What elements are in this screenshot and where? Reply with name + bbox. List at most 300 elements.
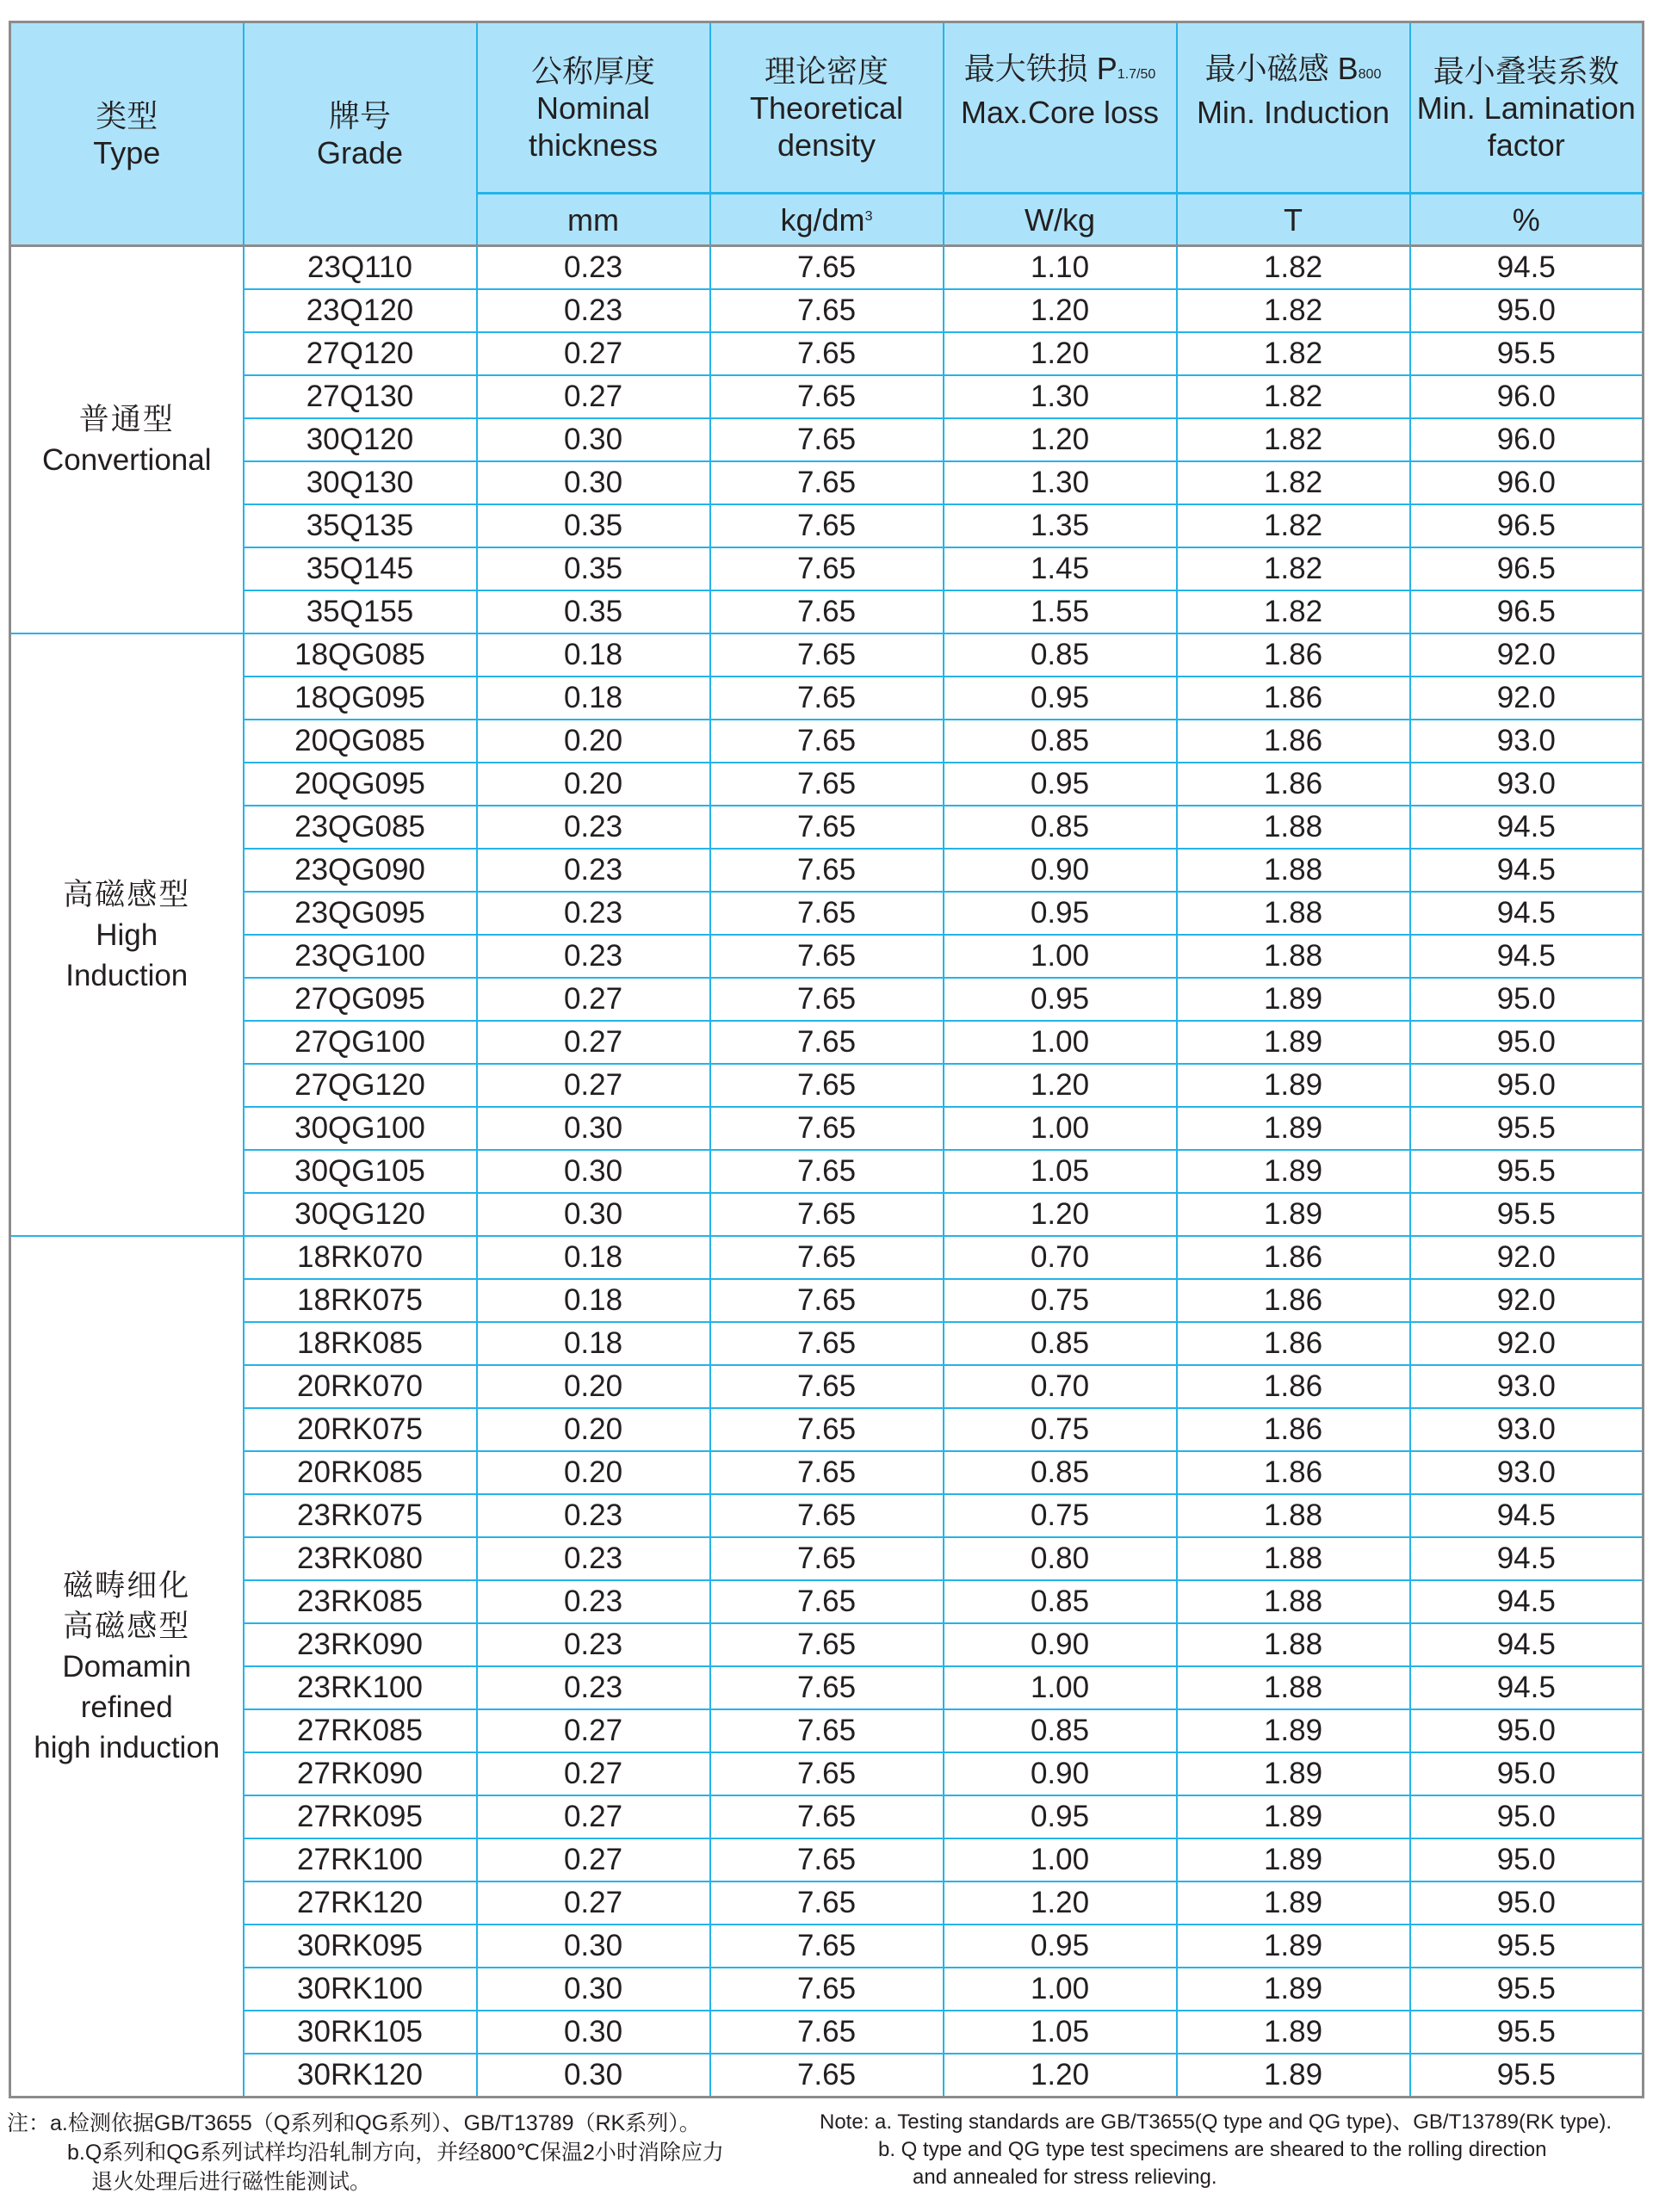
core-loss-cell: 1.55 [944,590,1177,633]
grade-cell: 23RK075 [244,1494,477,1537]
density-cell: 7.65 [710,590,944,633]
lamination-cell: 96.0 [1410,418,1644,461]
lamination-cell: 94.5 [1410,1494,1644,1537]
induction-cell: 1.89 [1177,1925,1410,1968]
table-row [10,504,1644,547]
type-label-line: refined [80,1690,173,1724]
table-row [10,1021,1644,1064]
table-row [10,2011,1644,2054]
lamination-cell: 93.0 [1410,720,1644,763]
grade-cell: 30RK120 [244,2054,477,2098]
induction-cell: 1.89 [1177,1064,1410,1107]
thickness-cell: 0.27 [477,978,710,1021]
core-loss-cell: 0.90 [944,1752,1177,1795]
grade-cell: 23QG085 [244,806,477,849]
notes [0,2109,1653,2212]
note-zh-a: 注：a.检测依据GB/T3655（Q系列和QG系列）、GB/T13789（RK系列）。 [7,2111,701,2135]
type-cell [10,633,244,1236]
core-loss-cell: 0.95 [944,1795,1177,1838]
core-loss-cell: 0.70 [944,1365,1177,1408]
thickness-cell: 0.27 [477,1064,710,1107]
thickness-cell: 0.27 [477,1881,710,1925]
core-loss-cell: 0.75 [944,1494,1177,1537]
core-loss-cell: 1.00 [944,935,1177,978]
core-loss-cell: 0.75 [944,1408,1177,1451]
core-loss-cell: 1.20 [944,1064,1177,1107]
table-row [10,1064,1644,1107]
header-lamination-en2: factor [1487,127,1565,163]
table-row [10,1451,1644,1494]
core-loss-cell: 0.80 [944,1537,1177,1580]
lamination-cell: 95.5 [1410,1925,1644,1968]
core-loss-cell: 0.95 [944,677,1177,720]
lamination-cell: 96.5 [1410,590,1644,633]
table-row [10,935,1644,978]
unit-thickness: mm [477,194,710,246]
density-cell: 7.65 [710,1451,944,1494]
core-loss-cell: 0.85 [944,806,1177,849]
lamination-cell: 95.5 [1410,2054,1644,2098]
induction-cell: 1.82 [1177,289,1410,332]
header-core-loss [944,22,1177,194]
induction-cell: 1.86 [1177,1365,1410,1408]
lamination-cell: 96.5 [1410,547,1644,590]
grade-cell: 27RK100 [244,1838,477,1881]
thickness-cell: 0.30 [477,1107,710,1150]
core-loss-cell: 0.85 [944,720,1177,763]
type-label-line: high induction [34,1730,220,1764]
thickness-cell: 0.30 [477,2011,710,2054]
header-thickness-en2: thickness [528,127,659,163]
induction-cell: 1.89 [1177,1021,1410,1064]
table-row [10,418,1644,461]
note-en-a: Note: a. Testing standards are GB/T3655(Q type and QG type)、GB/T13789(RK type). [820,2110,1613,2134]
core-loss-cell: 1.20 [944,1193,1177,1236]
table-row [10,806,1644,849]
lamination-cell: 92.0 [1410,1322,1644,1365]
thickness-cell: 0.23 [477,806,710,849]
thickness-cell: 0.30 [477,1968,710,2011]
type-label-line: Induction [65,958,189,992]
density-cell: 7.65 [710,1408,944,1451]
core-loss-cell: 0.75 [944,1279,1177,1322]
density-cell: 7.65 [710,1365,944,1408]
table-row [10,720,1644,763]
unit-density-base: kg/dm [780,201,865,238]
note-en-b-cont: and annealed for stress relieving. [913,2166,1217,2189]
induction-cell: 1.89 [1177,1107,1410,1150]
table-row [10,1838,1644,1881]
table-row [10,1150,1644,1193]
grade-cell: 30RK100 [244,1968,477,2011]
notes-zh [7,2109,833,2197]
type-label-line: Domamin [62,1649,192,1684]
induction-cell: 1.89 [1177,978,1410,1021]
core-loss-cell: 0.85 [944,1580,1177,1623]
density-cell: 7.65 [710,1838,944,1881]
density-cell: 7.65 [710,677,944,720]
thickness-cell: 0.23 [477,892,710,935]
table-row [10,1365,1644,1408]
lamination-cell: 92.0 [1410,677,1644,720]
specification-table [9,21,1644,2098]
lamination-cell: 95.5 [1410,2011,1644,2054]
core-loss-cell: 0.95 [944,1925,1177,1968]
thickness-cell: 0.18 [477,1322,710,1365]
unit-density [710,194,944,246]
grade-cell: 27RK095 [244,1795,477,1838]
core-loss-cell: 1.00 [944,1968,1177,2011]
thickness-cell: 0.23 [477,1494,710,1537]
header-type-en: Type [93,134,161,170]
lamination-cell: 94.5 [1410,892,1644,935]
lamination-cell: 92.0 [1410,1279,1644,1322]
density-cell: 7.65 [710,935,944,978]
thickness-cell: 0.23 [477,289,710,332]
density-cell: 7.65 [710,1881,944,1925]
header-density-en2: density [777,127,876,163]
core-loss-cell: 1.20 [944,418,1177,461]
thickness-cell: 0.23 [477,1580,710,1623]
lamination-cell: 95.5 [1410,1107,1644,1150]
core-loss-cell: 1.00 [944,1666,1177,1709]
density-cell: 7.65 [710,289,944,332]
lamination-cell: 95.0 [1410,1021,1644,1064]
lamination-cell: 95.5 [1410,1193,1644,1236]
lamination-cell: 94.5 [1410,1537,1644,1580]
note-zh-b: b.Q系列和QG系列试样均沿轧制方向，并经800℃保温2小时消除应力 [67,2141,724,2165]
core-loss-cell: 1.05 [944,2011,1177,2054]
header-thickness [477,22,710,194]
lamination-cell: 96.0 [1410,375,1644,418]
table-row [10,461,1644,504]
grade-cell: 35Q135 [244,504,477,547]
induction-cell: 1.82 [1177,246,1410,290]
induction-cell: 1.82 [1177,332,1410,375]
type-label-line: High [96,918,158,952]
induction-cell: 1.88 [1177,935,1410,978]
core-loss-cell: 1.20 [944,289,1177,332]
table-row [10,1322,1644,1365]
density-cell: 7.65 [710,633,944,677]
induction-cell: 1.82 [1177,590,1410,633]
type-cell [10,246,244,634]
grade-cell: 23QG100 [244,935,477,978]
thickness-cell: 0.30 [477,1150,710,1193]
lamination-cell: 96.0 [1410,461,1644,504]
induction-cell: 1.89 [1177,2011,1410,2054]
induction-cell: 1.88 [1177,892,1410,935]
table-row [10,1236,1644,1279]
table-row [10,1107,1644,1150]
core-loss-cell: 1.05 [944,1150,1177,1193]
notes-en [820,2109,1653,2191]
density-cell: 7.65 [710,504,944,547]
density-cell: 7.65 [710,892,944,935]
table-row [10,289,1644,332]
induction-cell: 1.82 [1177,547,1410,590]
grade-cell: 27RK085 [244,1709,477,1752]
thickness-cell: 0.27 [477,1709,710,1752]
grade-cell: 27RK120 [244,1881,477,1925]
thickness-cell: 0.27 [477,1021,710,1064]
table-row [10,1752,1644,1795]
core-loss-cell: 1.20 [944,332,1177,375]
core-loss-cell: 1.20 [944,2054,1177,2098]
density-cell: 7.65 [710,1494,944,1537]
density-cell: 7.65 [710,1968,944,2011]
grade-cell: 30Q130 [244,461,477,504]
table-row [10,849,1644,892]
lamination-cell: 94.5 [1410,806,1644,849]
grade-cell: 23Q110 [244,246,477,290]
lamination-cell: 94.5 [1410,246,1644,290]
grade-cell: 23Q120 [244,289,477,332]
header-type [10,22,244,246]
density-cell: 7.65 [710,2054,944,2098]
grade-cell: 20QG085 [244,720,477,763]
table-body [10,246,1644,2098]
induction-cell: 1.88 [1177,1537,1410,1580]
header-core-loss-en: Max.Core loss [960,95,1160,130]
density-cell: 7.65 [710,461,944,504]
thickness-cell: 0.20 [477,1451,710,1494]
thickness-cell: 0.20 [477,720,710,763]
grade-cell: 18RK075 [244,1279,477,1322]
type-label-line: 高磁感型 [63,1609,191,1643]
table-row [10,1494,1644,1537]
density-cell: 7.65 [710,1150,944,1193]
note-en-b: b. Q type and QG type test specimens are sheared to the rolling direction [878,2138,1547,2161]
core-loss-cell: 0.95 [944,978,1177,1021]
density-cell: 7.65 [710,418,944,461]
table-row [10,375,1644,418]
density-cell: 7.65 [710,1795,944,1838]
table-row [10,1709,1644,1752]
grade-cell: 23RK085 [244,1580,477,1623]
table-row [10,1666,1644,1709]
induction-cell: 1.86 [1177,1279,1410,1322]
thickness-cell: 0.23 [477,246,710,290]
induction-cell: 1.88 [1177,1666,1410,1709]
induction-cell: 1.86 [1177,720,1410,763]
header-induction [1177,22,1410,194]
density-cell: 7.65 [710,1623,944,1666]
grade-cell: 27QG120 [244,1064,477,1107]
header-density-en1: Theoretical [749,90,904,126]
grade-cell: 20QG095 [244,763,477,806]
header-thickness-en1: Nominal [536,90,651,126]
header-core-loss-zh: 最大铁损 P [963,51,1117,86]
thickness-cell: 0.30 [477,1925,710,1968]
header-density-zh: 理论密度 [764,53,888,89]
grade-cell: 18QG095 [244,677,477,720]
thickness-cell: 0.27 [477,375,710,418]
lamination-cell: 95.0 [1410,978,1644,1021]
lamination-cell: 93.0 [1410,1451,1644,1494]
lamination-cell: 94.5 [1410,1666,1644,1709]
table-row [10,892,1644,935]
lamination-cell: 95.0 [1410,1064,1644,1107]
induction-cell: 1.89 [1177,1193,1410,1236]
table-row [10,1279,1644,1322]
density-cell: 7.65 [710,375,944,418]
induction-cell: 1.82 [1177,375,1410,418]
thickness-cell: 0.30 [477,461,710,504]
core-loss-cell: 0.85 [944,1322,1177,1365]
density-cell: 7.65 [710,1709,944,1752]
density-cell: 7.65 [710,1236,944,1279]
type-label-line: 高磁感型 [63,877,191,911]
density-cell: 7.65 [710,1193,944,1236]
induction-cell: 1.89 [1177,1150,1410,1193]
table-row [10,1881,1644,1925]
lamination-cell: 95.5 [1410,332,1644,375]
thickness-cell: 0.27 [477,332,710,375]
note-zh-b-cont: 退火处理后进行磁性能测试。 [91,2170,372,2194]
lamination-cell: 94.5 [1410,1623,1644,1666]
lamination-cell: 95.5 [1410,1968,1644,2011]
type-label-line: 磁畴细化 [63,1568,191,1603]
induction-cell: 1.86 [1177,633,1410,677]
induction-cell: 1.89 [1177,1968,1410,2011]
grade-cell: 23RK080 [244,1537,477,1580]
density-cell: 7.65 [710,1107,944,1150]
header-type-zh: 类型 [96,97,158,133]
header-thickness-zh: 公称厚度 [530,53,655,89]
thickness-cell: 0.23 [477,1623,710,1666]
induction-cell: 1.86 [1177,1451,1410,1494]
table-row [10,332,1644,375]
lamination-cell: 95.0 [1410,1709,1644,1752]
density-cell: 7.65 [710,1279,944,1322]
induction-cell: 1.89 [1177,2054,1410,2098]
grade-cell: 18RK070 [244,1236,477,1279]
grade-cell: 35Q145 [244,547,477,590]
table-row [10,1968,1644,2011]
lamination-cell: 94.5 [1410,935,1644,978]
thickness-cell: 0.23 [477,1537,710,1580]
thickness-cell: 0.23 [477,1666,710,1709]
grade-cell: 23QG095 [244,892,477,935]
table-row [10,1925,1644,1968]
grade-cell: 30Q120 [244,418,477,461]
grade-cell: 20RK075 [244,1408,477,1451]
density-cell: 7.65 [710,1021,944,1064]
induction-cell: 1.82 [1177,461,1410,504]
header-grade-zh: 牌号 [328,97,391,133]
core-loss-cell: 1.20 [944,1881,1177,1925]
table-row [10,1795,1644,1838]
table-row [10,677,1644,720]
lamination-cell: 95.0 [1410,1838,1644,1881]
lamination-cell: 93.0 [1410,763,1644,806]
thickness-cell: 0.27 [477,1795,710,1838]
grade-cell: 27QG100 [244,1021,477,1064]
table-row [10,1537,1644,1580]
density-cell: 7.65 [710,720,944,763]
table-row [10,2054,1644,2098]
density-cell: 7.65 [710,246,944,290]
core-loss-cell: 0.85 [944,633,1177,677]
grade-cell: 20RK085 [244,1451,477,1494]
table-header [10,22,1644,246]
header-induction-zh: 最小磁感 B [1204,51,1359,86]
density-cell: 7.65 [710,332,944,375]
core-loss-cell: 1.00 [944,1021,1177,1064]
core-loss-cell: 0.90 [944,849,1177,892]
thickness-cell: 0.20 [477,763,710,806]
type-label-line: 普通型 [78,403,175,436]
core-loss-cell: 1.30 [944,375,1177,418]
density-cell: 7.65 [710,1537,944,1580]
lamination-cell: 95.5 [1410,1150,1644,1193]
induction-cell: 1.89 [1177,1838,1410,1881]
header-lamination-en1: Min. Lamination [1416,90,1636,126]
type-cell [10,1236,244,2098]
induction-cell: 1.88 [1177,1580,1410,1623]
thickness-cell: 0.18 [477,1236,710,1279]
induction-cell: 1.88 [1177,806,1410,849]
unit-density-sup: 3 [864,208,873,224]
density-cell: 7.65 [710,1752,944,1795]
thickness-cell: 0.18 [477,1279,710,1322]
core-loss-cell: 1.30 [944,461,1177,504]
thickness-cell: 0.27 [477,1838,710,1881]
grade-cell: 27RK090 [244,1752,477,1795]
grade-cell: 18RK085 [244,1322,477,1365]
induction-cell: 1.88 [1177,849,1410,892]
induction-cell: 1.88 [1177,1494,1410,1537]
induction-cell: 1.86 [1177,763,1410,806]
thickness-cell: 0.30 [477,1193,710,1236]
grade-cell: 20RK070 [244,1365,477,1408]
core-loss-cell: 0.90 [944,1623,1177,1666]
density-cell: 7.65 [710,1064,944,1107]
induction-cell: 1.88 [1177,1623,1410,1666]
core-loss-cell: 1.35 [944,504,1177,547]
thickness-cell: 0.23 [477,935,710,978]
induction-cell: 1.86 [1177,677,1410,720]
header-grade-en: Grade [316,134,404,170]
thickness-cell: 0.30 [477,2054,710,2098]
density-cell: 7.65 [710,849,944,892]
table-row [10,1623,1644,1666]
thickness-cell: 0.35 [477,590,710,633]
induction-cell: 1.86 [1177,1408,1410,1451]
induction-cell: 1.89 [1177,1795,1410,1838]
thickness-cell: 0.20 [477,1408,710,1451]
density-cell: 7.65 [710,1666,944,1709]
unit-lamination: % [1410,194,1644,246]
header-induction-sub: 800 [1358,67,1382,82]
density-cell: 7.65 [710,806,944,849]
table-row [10,246,1644,290]
lamination-cell: 95.0 [1410,1752,1644,1795]
table-row [10,1408,1644,1451]
grade-cell: 18QG085 [244,633,477,677]
thickness-cell: 0.30 [477,418,710,461]
lamination-cell: 95.0 [1410,289,1644,332]
core-loss-cell: 0.70 [944,1236,1177,1279]
density-cell: 7.65 [710,1322,944,1365]
type-label-line: Convertional [42,443,212,477]
thickness-cell: 0.35 [477,547,710,590]
induction-cell: 1.89 [1177,1881,1410,1925]
core-loss-cell: 0.85 [944,1709,1177,1752]
grade-cell: 30QG100 [244,1107,477,1150]
table-row [10,1193,1644,1236]
